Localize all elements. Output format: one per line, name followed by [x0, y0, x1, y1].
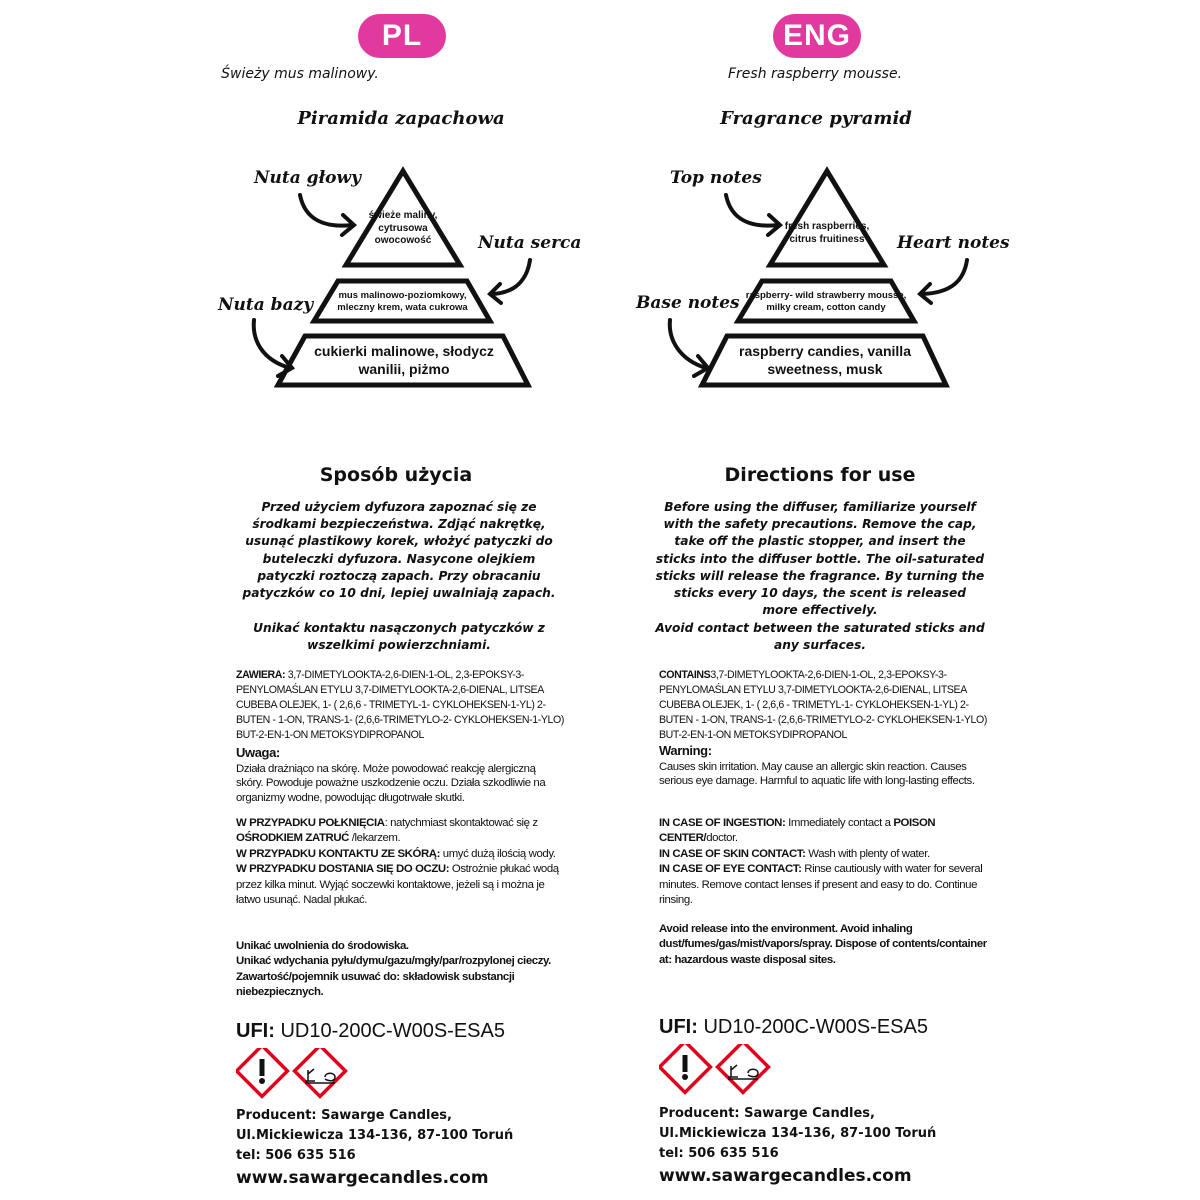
producer-phone-en: tel: 506 635 516	[659, 1146, 779, 1161]
pyramid-top-text-en: fresh raspberries, citrus fruitiness	[784, 221, 870, 245]
ufi-pl	[236, 1020, 505, 1043]
poison-center-pl: OŚRODKIEM ZATRUĆ	[236, 832, 349, 845]
producer-info-en	[659, 1104, 936, 1186]
first-aid-pl	[236, 816, 564, 908]
eye-label-pl: W PRZYPADKU DOSTANIA SIĘ DO OCZU:	[236, 863, 450, 876]
ingestion-text-end-en: doctor.	[706, 832, 738, 845]
website-link-pl[interactable]: www.sawargecandles.com	[236, 1168, 489, 1188]
tagline-pl: Świeży mus malinowy.	[221, 66, 379, 82]
contains-label-pl: ZAWIERA:	[236, 669, 286, 681]
skin-label-en: IN CASE OF SKIN CONTACT:	[659, 847, 806, 860]
pyramid-top-tier	[770, 171, 884, 265]
contains-text-pl: 3,7-DIMETYLOOKTA-2,6-DIEN-1-OL, 2,3-EPOKSY-3-PENYLOMAŚLAN ETYLU 3,7-DIMETYLOOKTA-2,6-DIENAL, LITSEA CUBEBA OLEJEK, 1- ( 2,6,6 - TRIMETYL-1- CYKLOHEKSEN-1-YL) 2-BUTEN - 1-ON, TRANS-1- (2,6,6-TRIMETYLO-2- CYKLOHEKSEN-1-YLO) BUT-2-EN-1-ON METOKSYDIPROPANOL	[236, 669, 565, 741]
warning-label-en: Warning:	[659, 743, 712, 758]
avoid-contact-en: Avoid contact between the saturated sticks and any surfaces.	[655, 621, 985, 653]
directions-text-en: Before using the diffuser, familiarize yourself with the safety precautions. Remove the cap, take off the plastic stopper, and insert the sticks into the diffuser bottle. The oil-saturated sticks will release the fragrance. By turning the sticks every 10 days, the scent is released more effectively.	[655, 500, 985, 618]
ufi-code-en: UD10-200C-W00S-ESA5	[703, 1016, 928, 1038]
exclamation-hazard-icon	[660, 1044, 711, 1092]
pyramid-base-text-pl: cukierki malinowe, słodycz wanilii, piżmo	[314, 343, 494, 377]
hazard-pictograms-pl	[236, 1048, 350, 1102]
note-label-base-en: Base notes	[636, 293, 740, 313]
language-badge-en: ENG	[773, 14, 861, 58]
note-label-heart-pl: Nuta serca	[478, 233, 582, 253]
environment-pl	[236, 939, 564, 1001]
warning-pl	[236, 746, 564, 805]
skin-label-pl: W PRZYPADKU KONTAKTU ZE SKÓRĄ:	[236, 847, 440, 860]
producer-phone-pl: tel: 506 635 516	[236, 1148, 356, 1163]
exclamation-hazard-icon	[237, 1048, 288, 1096]
contains-pl	[236, 668, 564, 743]
ufi-label-en: UFI:	[659, 1016, 698, 1038]
ufi-label-pl: UFI:	[236, 1020, 275, 1042]
note-label-top-en: Top notes	[670, 168, 762, 188]
warning-text-pl: Działa drażniąco na skórę. Może powodować reakcję alergiczną skóry. Powoduje poważne uszkodzenie oczu. Działa szkodliwie na organizmy wodne, powodując długotrwałe skutki.	[236, 762, 546, 804]
warning-en	[659, 744, 989, 789]
ingestion-text-pl: : natychmiast skontaktować się z	[384, 817, 538, 829]
tagline-en: Fresh raspberry mousse.	[727, 66, 903, 82]
poison-center-en: POISON CENTER/	[659, 817, 936, 845]
producer-address-pl: Ul.Mickiewicza 134-136, 87-100 Toruń	[236, 1128, 514, 1143]
pyramid-title-pl: Piramida zapachowa	[297, 108, 505, 129]
ingestion-label-pl: W PRZYPADKU POŁKNIĘCIA	[236, 817, 385, 829]
producer-name-en: Producent: Sawarge Candles,	[659, 1106, 875, 1121]
directions-title-en: Directions for use	[724, 464, 916, 486]
ufi-code-pl: UD10-200C-W00S-ESA5	[280, 1020, 505, 1042]
contains-text-en: 3,7-DIMETYLOOKTA-2,6-DIEN-1-OL, 2,3-EPOKSY-3-PENYLOMAŚLAN ETYLU 3,7-DIMETYLOOKTA-2,6-DIENAL, LITSEA CUBEBA OLEJEK, 1- ( 2,6,6 - TRIMETYL-1- CYKLOHEKSEN-1-YL) 2-BUTEN - 1-ON, TRANS-1- (2,6,6-TRIMETYLO-2- CYKLOHEKSEN-1-YLO) BUT-2-EN-1-ON METOKSYDIPROPANOL	[659, 669, 988, 741]
contains-label-en: CONTAINS	[659, 669, 711, 681]
eye-text-en: Rinse cautiously with water for several minutes. Remove contact lenses if present and easy to do. Continue rinsing.	[659, 863, 983, 907]
note-label-heart-en: Heart notes	[897, 233, 1010, 253]
skin-text-en: Wash with plenty of water.	[805, 847, 930, 860]
hazard-pictograms-en	[659, 1044, 773, 1098]
environment-en: Avoid release into the environment. Avoid inhaling dust/fumes/gas/mist/vapors/spray. Dispose of contents/container at: hazardous waste disposal sites.	[659, 923, 987, 966]
english-column	[600, 0, 1200, 1200]
ingestion-label-en: IN CASE OF INGESTION:	[659, 817, 786, 829]
ufi-en	[659, 1016, 928, 1039]
environment-line-2-pl: Unikać wdychania pyłu/dymu/gazu/mgły/par/rozpylonej cieczy. Zawartość/pojemnik usuwać do: składowisk substancji niebezpiecznych.	[236, 955, 551, 999]
pyramid-top-text-pl: świeże maliny, cytrusowa owocowość	[368, 210, 438, 246]
pyramid-base-text-en: raspberry candies, vanilla sweetness, musk	[739, 343, 911, 377]
environment-hazard-icon	[295, 1048, 346, 1096]
directions-title-pl: Sposób użycia	[319, 464, 473, 486]
environment-line-1-pl: Unikać uwolnienia do środowiska.	[236, 940, 409, 952]
warning-label-pl: Uwaga:	[236, 745, 280, 760]
ingestion-text-en: Immediately contact a	[785, 817, 894, 829]
first-aid-en	[659, 816, 989, 908]
environment-hazard-icon	[718, 1044, 769, 1092]
language-badge-pl: PL	[358, 14, 446, 58]
note-label-base-pl: Nuta bazy	[218, 295, 314, 315]
pyramid-middle-text-pl: mus malinowo-poziomkowy, mleczny krem, wata cukrowa	[337, 290, 468, 313]
skin-text-pl: umyć dużą ilością wody.	[440, 847, 556, 860]
warning-text-en: Causes skin irritation. May cause an allergic skin reaction. Causes serious eye damage. Harmful to aquatic life with long-lasting effects.	[659, 760, 975, 787]
website-link-en[interactable]: www.sawargecandles.com	[659, 1166, 912, 1186]
pyramid-title-en: Fragrance pyramid	[720, 108, 912, 129]
producer-name-pl: Producent: Sawarge Candles,	[236, 1108, 452, 1123]
pyramid-middle-text-en: raspberry- wild strawberry mousse, milky cream, cotton candy	[745, 290, 907, 313]
directions-text-pl: Przed użyciem dyfuzora zapoznać się ze środkami bezpieczeństwa. Zdjąć nakrętkę, usunąć plastikowy korek, włożyć patyczki do buteleczki dyfuzora. Nasycone olejkiem patyczki roztoczą zapach. Przy obracaniu patyczków co 10 dni, lepiej uwalniają zapach.	[242, 500, 556, 601]
producer-info-pl	[236, 1106, 513, 1188]
contains-en	[659, 668, 987, 743]
eye-text-pl: Ostrożnie płukać wodą przez kilka minut. Wyjąć soczewki kontaktowe, jeżeli są i można je łatwo usunąć. Nadal płukać.	[236, 863, 559, 907]
ingestion-text-end-pl: /lekarzem.	[348, 832, 401, 845]
eye-label-en: IN CASE OF EYE CONTACT:	[659, 863, 802, 876]
producer-address-en: Ul.Mickiewicza 134-136, 87-100 Toruń	[659, 1126, 937, 1141]
note-label-top-pl: Nuta głowy	[254, 168, 361, 188]
avoid-contact-pl: Unikać kontaktu nasączonych patyczków z wszelkimi powierzchniami.	[253, 621, 545, 653]
